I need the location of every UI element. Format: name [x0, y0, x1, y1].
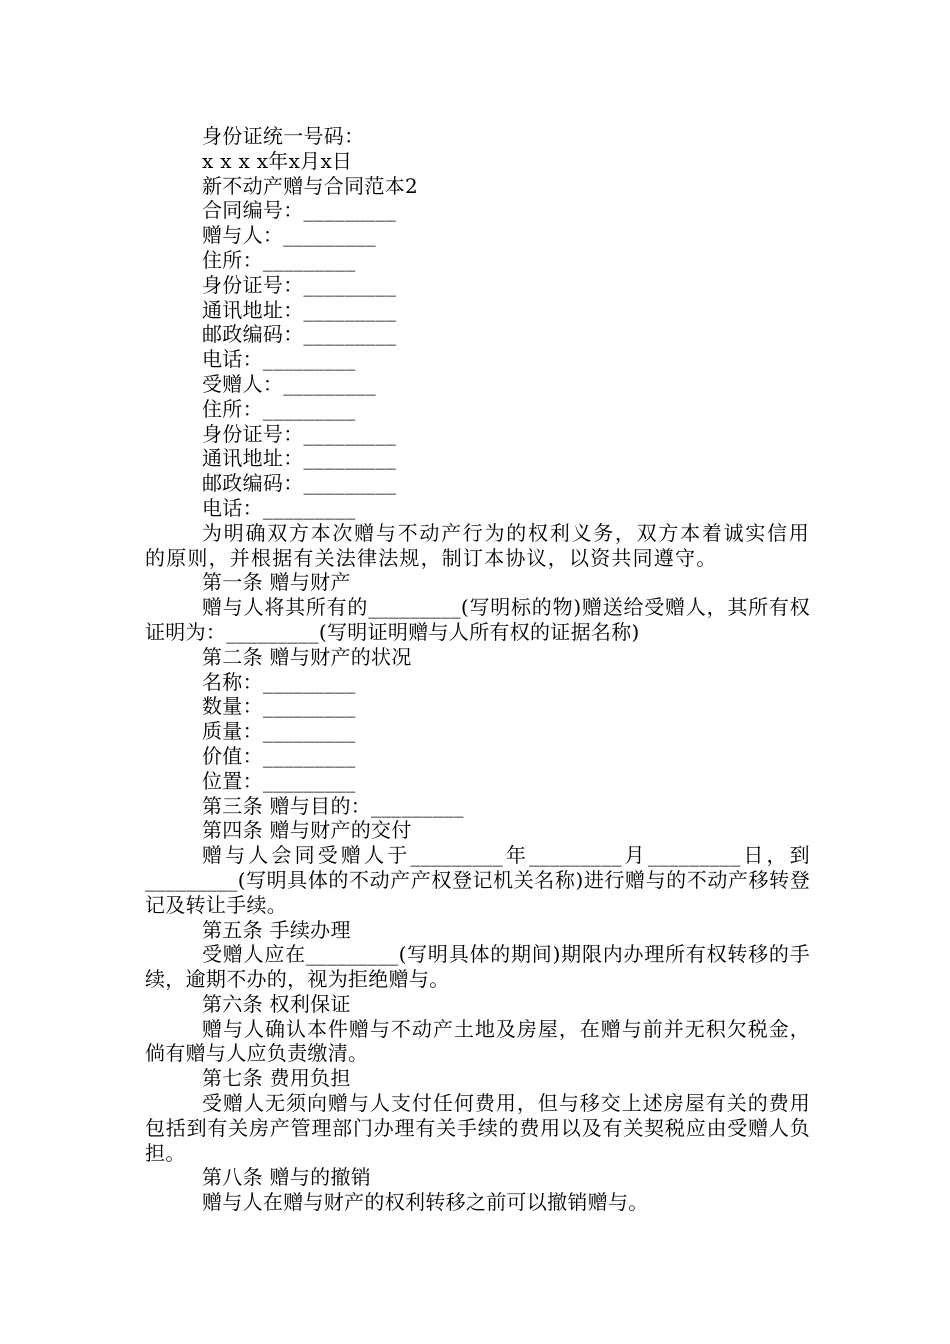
donor-address-field: 住所：_________	[202, 247, 356, 272]
contract-title: 新不动产赠与合同范本2	[202, 173, 419, 198]
donee-id-field: 身份证号：_________	[202, 421, 397, 446]
donee-postcode-field: 邮政编码：_________	[202, 471, 397, 496]
donee-phone-field: 电话：_________	[202, 495, 356, 520]
article-6-heading: 第六条 权利保证	[202, 991, 351, 1016]
donee-name-field: 受赠人：_________	[202, 371, 376, 396]
article-4-heading: 第四条 赠与财产的交付	[202, 818, 412, 843]
property-value-field: 价值：_________	[202, 743, 356, 768]
donor-name-field: 赠与人：_________	[202, 223, 376, 248]
property-quantity-field: 数量：_________	[202, 694, 356, 719]
date-line: x x x x年x月x日	[202, 148, 353, 173]
donor-id-field: 身份证号：_________	[202, 272, 397, 297]
donee-mailing-address-field: 通讯地址：_________	[202, 446, 397, 471]
donor-mailing-address-field: 通讯地址：_________	[202, 297, 397, 322]
id-unified-number-line: 身份证统一号码：	[202, 124, 365, 148]
article-3-heading: 第三条 赠与目的：_________	[202, 793, 464, 818]
article-7-heading: 第七条 费用负担	[202, 1066, 351, 1091]
article-7-body: 受赠人无须向赠与人支付任何费用，但与移交上述房屋有关的费用包括到有关房产管理部门办理有关手续的费用以及有关契税应由受赠人负担。	[145, 1091, 810, 1165]
document-page	[145, 124, 810, 1215]
contract-number-field: 合同编号：_________	[202, 198, 397, 223]
donor-phone-field: 电话：_________	[202, 347, 356, 372]
donee-address-field: 住所：_________	[202, 396, 356, 421]
article-1-heading: 第一条 赠与财产	[202, 570, 351, 595]
preamble-paragraph: 为明确双方本次赠与不动产行为的权利义务，双方本着诚实信用的原则，并根据有关法律法规，制订本协议，以资共同遵守。	[145, 520, 810, 570]
article-8-body: 赠与人在赠与财产的权利转移之前可以撤销赠与。	[202, 1190, 649, 1215]
property-location-field: 位置：_________	[202, 768, 356, 793]
article-5-body: 受赠人应在_________(写明具体的期间)期限内办理所有权转移的手续，逾期不办的，视为拒绝赠与。	[145, 942, 810, 992]
article-6-body: 赠与人确认本件赠与不动产土地及房屋，在赠与前并无积欠税金，倘有赠与人应负责缴清。	[145, 1016, 810, 1066]
article-5-heading: 第五条 手续办理	[202, 917, 351, 942]
article-8-heading: 第八条 赠与的撤销	[202, 1165, 372, 1190]
property-quality-field: 质量：_________	[202, 719, 356, 744]
article-1-body: 赠与人将其所有的_________(写明标的物)赠送给受赠人，其所有权证明为：_________(写明证明赠与人所有权的证据名称)	[145, 595, 810, 644]
article-2-heading: 第二条 赠与财产的状况	[202, 644, 412, 669]
donor-postcode-field: 邮政编码：_________	[202, 322, 397, 347]
property-name-field: 名称：_________	[202, 669, 356, 694]
article-4-body: 赠与人会同受赠人于_________年_________月_________日，到_________(写明具体的不动产产权登记机关名称)进行赠与的不动产移转登记及转让手续。	[145, 843, 810, 917]
